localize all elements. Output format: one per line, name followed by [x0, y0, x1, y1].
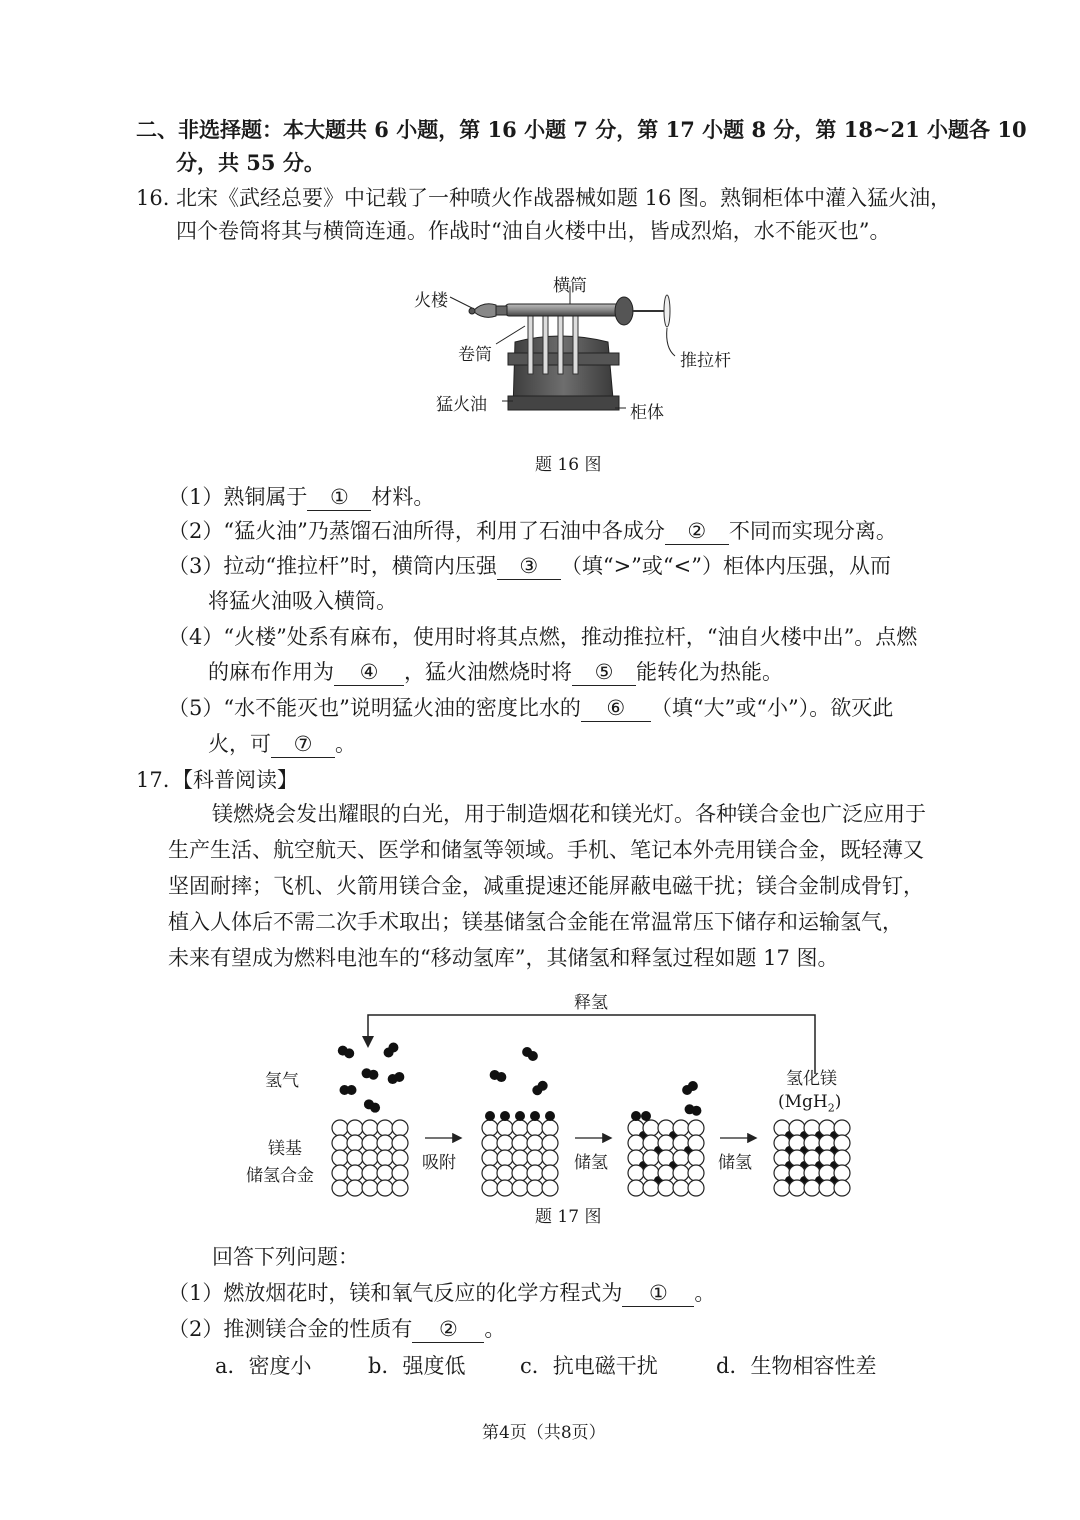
alloy-grid-2 — [482, 1120, 558, 1196]
option-b[interactable]: b．强度低 — [368, 1354, 466, 1378]
answer-blank-6[interactable]: ⑥ — [581, 695, 651, 722]
answer-blank-3[interactable]: ③ — [497, 553, 561, 580]
h2-molecule — [388, 1072, 405, 1084]
answer-blank-q17-1[interactable]: ① — [622, 1280, 694, 1307]
q16-figure-caption: 题 16 图 — [535, 455, 602, 475]
adsorbed-h-atom — [500, 1111, 510, 1121]
q16-stem-line1: 北宋《武经总要》中记载了一种喷火作战器械如题 16 图。熟铜柜体中灌入猛火油， — [176, 186, 952, 210]
adsorbed-h-atom — [545, 1111, 555, 1121]
label-push-rod: 推拉杆 — [680, 351, 731, 371]
h2-molecule — [338, 1046, 354, 1059]
h2-molecule — [490, 1070, 507, 1082]
alloy-label-line2: 储氢合金 — [246, 1166, 314, 1186]
alloy-grid-3 — [628, 1120, 704, 1196]
adsorbed-h-atom — [515, 1111, 525, 1121]
q16-number: 16. — [136, 186, 170, 210]
q16-sub4-line1: （4）“火楼”处系有麻布，使用时将其点燃，推动推拉杆，“油自火楼中出”。点燃 — [168, 625, 918, 649]
q16-sub5: （5）“水不能灭也”说明猛火油的密度比水的 ⑥ （填“大”或“小”）。欲灭此 — [168, 696, 894, 720]
option-c[interactable]: c．抗电磁干扰 — [520, 1354, 658, 1378]
release-label: 释氢 — [574, 993, 608, 1013]
q17-para-line3: 坚固耐摔；飞机、火箭用镁合金，减重提速还能屏蔽电磁干扰；镁合金制成骨钉， — [168, 874, 924, 898]
q17-sub1: （1）燃放烟花时，镁和氧气反应的化学方程式为 ① 。 — [168, 1281, 716, 1305]
answer-blank-7[interactable]: ⑦ — [271, 731, 335, 758]
q17-number: 17. — [136, 768, 170, 792]
store-label-2: 储氢 — [718, 1153, 752, 1173]
h2-molecule — [685, 1104, 702, 1115]
h2-molecule — [364, 1099, 380, 1112]
h2-molecule — [682, 1081, 698, 1095]
q17-figure — [250, 1010, 870, 1190]
answer-blank-5[interactable]: ⑤ — [572, 659, 636, 686]
q16-sub4-line2: 的麻布作用为 ④ ，猛火油燃烧时将 ⑤ 能转化为热能。 — [208, 660, 783, 684]
mgh-grid — [774, 1120, 850, 1196]
h2-molecule — [362, 1068, 379, 1079]
q17-title: 【科普阅读】 — [172, 768, 298, 792]
mgh-name-label: 氢化镁 — [786, 1069, 837, 1089]
alloy-label-line1: 镁基 — [268, 1139, 302, 1159]
store-label-1: 储氢 — [574, 1153, 608, 1173]
q17-para-line1: 镁燃烧会发出耀眼的白光，用于制造烟花和镁光灯。各种镁合金也广泛应用于 — [212, 802, 926, 826]
option-a[interactable]: a．密度小 — [215, 1354, 312, 1378]
mgh-formula-label: (MgH$_2$) — [778, 1092, 842, 1115]
q16-sub2: （2）“猛火油”乃蒸馏石油所得，利用了石油中各成分 ② 不同而实现分离。 — [168, 519, 897, 543]
q17-para-line2: 生产生活、航空航天、医学和储氢等领域。手机、笔记本外壳用镁合金，既轻薄又 — [168, 838, 924, 862]
alloy-grid-1 — [332, 1120, 408, 1196]
h2-molecule — [384, 1042, 399, 1057]
section-header-line1: 二、非选择题：本大题共 6 小题，第 16 小题 7 分，第 17 小题 8 分，第 18~21 小题各 10 — [136, 117, 1027, 142]
h2-molecule — [522, 1047, 538, 1061]
q16-sub3-line2: 将猛火油吸入横筒。 — [208, 589, 397, 613]
q17-para-line5: 未来有望成为燃料电池车的“移动氢库”，其储氢和释氢过程如题 17 图。 — [168, 946, 839, 970]
q16-stem-line2: 四个卷筒将其与横筒连通。作战时“油自火楼中出，皆成烈焰，水不能灭也”。 — [176, 219, 891, 243]
answer-blank-q17-2[interactable]: ② — [412, 1316, 484, 1343]
label-fire-tower: 火楼 — [414, 291, 448, 311]
option-d[interactable]: d．生物相容性差 — [716, 1354, 877, 1378]
answer-blank-4[interactable]: ④ — [334, 659, 404, 686]
page-footer: 第4页（共8页） — [482, 1423, 606, 1443]
answer-blank-2[interactable]: ② — [665, 518, 729, 545]
adsorbed-h-atom — [631, 1111, 641, 1121]
adsorb-label: 吸附 — [422, 1153, 456, 1173]
section-header-line2: 分，共 55 分。 — [176, 150, 325, 175]
label-horizontal-tube: 横筒 — [553, 276, 587, 296]
q17-sub2: （2）推测镁合金的性质有 ② 。 — [168, 1317, 506, 1341]
label-oil: 猛火油 — [436, 395, 487, 415]
h2-molecule — [532, 1081, 547, 1096]
q17-para-line4: 植入人体后不需二次手术取出；镁基储氢合金能在常温常压下储存和运输氢气， — [168, 910, 903, 934]
label-roll-tube: 卷筒 — [458, 345, 492, 365]
adsorbed-h-atom — [485, 1111, 495, 1121]
q16-sub3: （3）拉动“推拉杆”时，横筒内压强 ③ （填“>”或“<”）柜体内压强，从而 — [168, 554, 891, 578]
answer-blank-1[interactable]: ① — [307, 484, 371, 511]
q17-figure-caption: 题 17 图 — [535, 1207, 602, 1227]
q16-sub1: （1）熟铜属于 ① 材料。 — [168, 485, 435, 509]
hydrogen-label: 氢气 — [265, 1071, 299, 1091]
h2-molecule — [340, 1085, 357, 1095]
adsorbed-h-atom — [530, 1111, 540, 1121]
label-cabinet: 柜体 — [630, 403, 664, 423]
q17-prompt: 回答下列问题： — [212, 1245, 359, 1269]
adsorbed-h-atom — [641, 1111, 651, 1121]
q16-sub5-line2: 火，可 ⑦ 。 — [208, 732, 356, 756]
